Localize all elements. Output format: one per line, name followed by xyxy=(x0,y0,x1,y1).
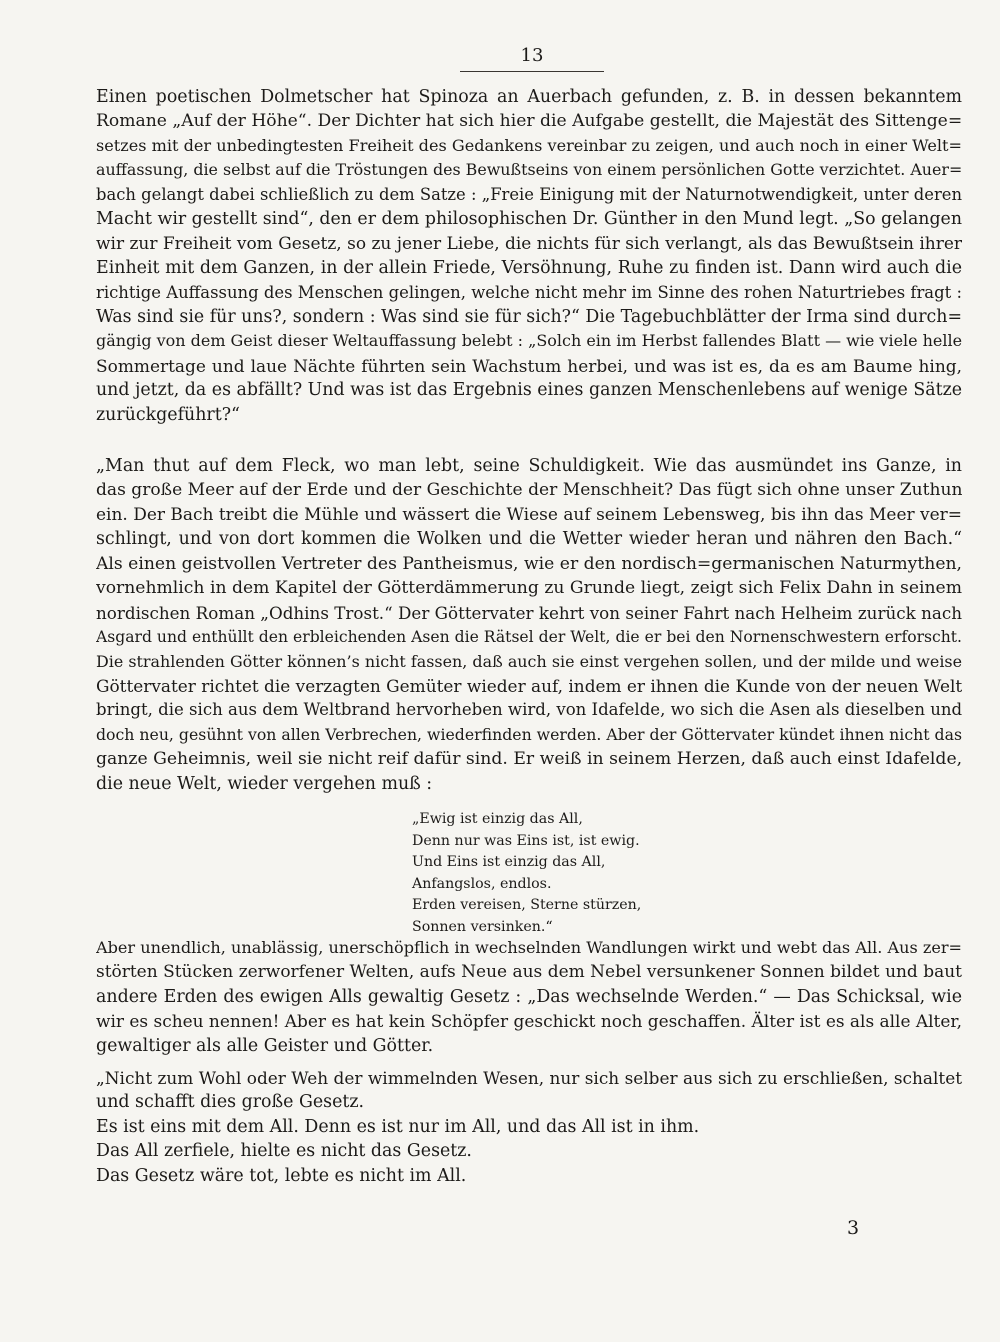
text-line: setzes mit der unbedingtesten Freiheit des Gedankens vereinbar zu zeigen, und auch noch in einer Welt= xyxy=(96,135,962,155)
text-line: Die strahlenden Götter können’s nicht fassen, daß auch sie einst vergehen sollen, und der milde und weise xyxy=(96,651,962,671)
text-line: Einen poetischen Dolmetscher hat Spinoza an Auerbach gefunden, z. B. in dessen bekanntem xyxy=(96,87,962,107)
text-line: Es ist eins mit dem All. Denn es ist nur im All, und das All ist in ihm. xyxy=(96,1116,700,1137)
text-line: „Man thut auf dem Fleck, wo man lebt, seine Schuldigkeit. Wie das ausmündet ins Ganze, in xyxy=(96,456,962,476)
poem-line: Erden vereisen, Sterne stürzen, xyxy=(412,897,642,913)
text-line: andere Erden des ewigen Alls gewaltig Gesetz : „Das wechselnde Werden.“ — Das Schicksal, wie xyxy=(96,986,962,1007)
text-line: doch neu, gesühnt von allen Verbrechen, wiederfinden werden. Aber der Göttervater kündet ihnen nicht das xyxy=(96,724,962,744)
text-line: die neue Welt, wieder vergehen muß : xyxy=(96,773,433,794)
text-line: Asgard und enthüllt den erbleichenden Asen die Rätsel der Welt, die er bei den Nornenschwestern erforscht. xyxy=(96,628,962,647)
text-line: ganze Geheimnis, weil sie nicht reif dafür sind. Er weiß in seinem Herzen, daß auch einst Idafelde, xyxy=(96,749,962,770)
text-line: auffassung, die selbst auf die Tröstungen des Bewußtseins von einem persönlichen Gotte verzichtet. Auer= xyxy=(96,160,962,180)
text-block xyxy=(96,1066,962,1188)
text-block xyxy=(96,936,962,1058)
text-line: und jetzt, da es abfällt? Und was ist das Ergebnis eines ganzen Menschenlebens auf wenige Sätze xyxy=(96,380,962,401)
text-line: das große Meer auf der Erde und der Geschichte der Menschheit? Das fügt sich ohne unser Zuthun xyxy=(96,480,962,501)
header-rule xyxy=(460,71,604,72)
text-block xyxy=(96,454,962,796)
signature-mark: 3 xyxy=(846,1217,860,1239)
text-line: vornehmlich in dem Kapitel der Götterdämmerung zu Grunde liegt, zeigt sich Felix Dahn in seinem xyxy=(96,578,962,599)
text-line: und schafft dies große Gesetz. xyxy=(96,1092,365,1113)
text-line: Göttervater richtet die verzagten Gemüter wieder auf, indem er ihnen die Kunde von der neuen Welt xyxy=(96,675,962,696)
poem-line: Anfangslos, endlos. xyxy=(412,875,552,892)
text-line: richtige Auffassung des Menschen gelingen, welche nicht mehr im Sinne des rohen Naturtriebes fragt : xyxy=(96,282,962,302)
text-line: schlingt, und von dort kommen die Wolken und die Wetter wieder heran und nähren den Bach.“ xyxy=(96,529,962,550)
text-line: Was sind sie für uns?, sondern : Was sind sie für sich?“ Die Tagebuchblätter der Irma sind durch= xyxy=(96,306,962,327)
text-line: gängig von dem Geist dieser Weltauffassung belebt : „Solch ein im Herbst fallendes Blatt — wie viele helle xyxy=(96,331,962,351)
text-line: wir es scheu nennen! Aber es hat kein Schöpfer geschickt noch geschaffen. Älter ist es als alle Alter, xyxy=(96,1011,962,1032)
text-line: Als einen geistvollen Vertreter des Pantheismus, wie er den nordisch=germanischen Naturmythen, xyxy=(96,553,962,574)
text-line: störten Stücken zerworfener Welten, aufs Neue aus dem Nebel versunkener Sonnen bildet und baut xyxy=(96,962,962,983)
text-line: Einheit mit dem Ganzen, in der allein Friede, Versöhnung, Ruhe zu finden ist. Dann wird auch die xyxy=(96,258,962,279)
poem-line: Und Eins ist einzig das All, xyxy=(412,854,606,870)
poem-line: Sonnen versinken.“ xyxy=(412,918,553,935)
text-line: Das Gesetz wäre tot, lebte es nicht im All. xyxy=(96,1165,467,1186)
text-line: Aber unendlich, unablässig, unerschöpflich in wechselnden Wandlungen wirkt und webt das All. Aus zer= xyxy=(96,938,962,957)
text-line: wir zur Freiheit vom Gesetz, so zu jener Liebe, die nichts für sich verlangt, als das Bewußtsein ihrer xyxy=(96,233,962,254)
text-line: Romane „Auf der Höhe“. Der Dichter hat sich hier die Aufgabe gestellt, die Majestät des Sittenge= xyxy=(96,111,962,132)
poem-line: „Ewig ist einzig das All, xyxy=(412,811,583,827)
text-line: bringt, die sich aus dem Weltbrand hervorheben wird, von Idafelde, wo sich die Asen als dieselben und xyxy=(96,700,962,720)
text-line: gewaltiger als alle Geister und Götter. xyxy=(96,1035,434,1056)
poem-line: Denn nur was Eins ist, ist ewig. xyxy=(412,832,640,849)
text-line: nordischen Roman „Odhins Trost.“ Der Göttervater kehrt von seiner Fahrt nach Helheim zurück nach xyxy=(96,602,962,623)
text-line: bach gelangt dabei schließlich zu dem Satze : „Freie Einigung mit der Naturnotwendigkeit, unter deren xyxy=(96,184,962,204)
page-number: 13 xyxy=(520,45,544,66)
text-line: Sommertage und laue Nächte führten sein Wachstum herbei, und was ist es, da es am Baume hing, xyxy=(96,355,962,376)
poem-quote xyxy=(412,809,641,938)
text-line: Das All zerfiele, hielte es nicht das Gesetz. xyxy=(96,1141,472,1162)
text-block xyxy=(96,85,962,427)
text-line: Macht wir gestellt sind“, den er dem philosophischen Dr. Günther in den Mund legt. „So gelangen xyxy=(96,209,962,230)
text-line: ein. Der Bach treibt die Mühle und wässert die Wiese auf seinem Lebensweg, bis ihn das Meer ver= xyxy=(96,504,962,525)
text-line: zurückgeführt?“ xyxy=(96,404,240,425)
text-line: „Nicht zum Wohl oder Weh der wimmelnden Wesen, nur sich selber aus sich zu erschließen, schaltet xyxy=(96,1068,962,1088)
